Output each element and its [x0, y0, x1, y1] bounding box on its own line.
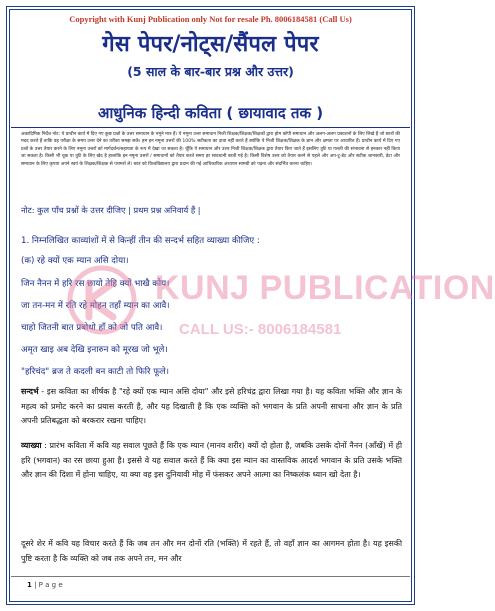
- watermark-phone: CALL US:- 8006184581: [179, 321, 342, 338]
- paragraph-label: व्याख्या: [21, 441, 42, 450]
- page-label: | P a g e: [31, 581, 63, 589]
- page-title: गेस पेपर/नोट्स/सैंपल पेपर: [102, 32, 319, 57]
- copyright-notice: Copyright with Kunj Publication only Not for resale Ph. 8006184581 (Call Us): [69, 14, 352, 24]
- page-footer: [27, 581, 63, 589]
- explanation-paragraph: [21, 439, 402, 483]
- paragraph-text: दूसरे शेर में कवि यह विचार करते हैं कि जब तन और मन दोनों रति (भक्ति) में रहते हैं, तो वहाँ ज्ञान का आगमन होता है। यह इसकी पुष्टि करता है कि व्यक्ति को जब तक अपने तन, मन और: [21, 539, 402, 563]
- watermark-brand: KUNJ PUBLICATION: [155, 269, 495, 307]
- section-divider: [11, 127, 410, 128]
- verse-line: जा तन-मन में रति रहे मोहन तहाँ म्यान का आवै।: [21, 301, 170, 311]
- question-1: 1. निम्नलिखित काव्यांशों में से किन्हीं तीन की सन्दर्भ सहित व्याख्या कीजिए :: [21, 236, 260, 246]
- page-subtitle: (5 साल के बार-बार प्रश्न और उत्तर): [127, 64, 294, 79]
- paragraph-label: सन्दर्भ: [21, 387, 39, 396]
- context-paragraph: [21, 385, 402, 429]
- verse-line: अमृत खाइ अब देखि इनारुन को मूरख जो भूले।: [21, 345, 168, 355]
- verse-line: (क) रहे क्यों एक म्यान असि दोया।: [21, 256, 129, 266]
- section-title: आधुनिक हिन्दी कविता ( छायावाद तक ): [97, 104, 324, 122]
- verse-line: चाहो जितनी बात प्रबोधो हाँ को जो पति आवै।: [21, 323, 163, 333]
- footer-divider: [11, 576, 410, 577]
- paragraph-text: : प्रारंभ कविता में कवि यह सवाल पूछते हैं कि एक म्यान (मानव शरीर) क्यों दो होता है, जबकि उसके दोनों नैनन (आँखें) में ही हरि (भगवान) का रस छाया हुआ है। इससे वे यह सवाल करते हैं कि क्या इस म्यान का वास्तविक आदर्श भगवान के प्रति उसके भक्ति और ज्ञान की दिशा में होना चाहिए, या क्या वह इस दुनियावी मोह में फंसकर अपने आत्मा का निष्कलंक ध्यान खो देता है।: [21, 441, 402, 479]
- paragraph-text: - इस कविता का शीर्षक है "रहे क्यों एक म्यान असि दोया" और इसे हरिचंद्र द्वारा लिखा गया है। यह कविता भक्ति और ज्ञान के महत्व को प्रमोट करने का प्रयास करती है, और यह दिखाती है कि एक व्यक्ति को भगवान के प्रति अपनी साधना और ज्ञान के प्रति अपनी प्रतिबद्धता को बरकरार रखना चाहिए।: [21, 387, 402, 425]
- disclaimer-text: अकादिमिक निर्देश नोट: ये प्राचीन कार्य में दिए गए कुछ प्रश्नों के उत्तर समाधान के नमूने मात्र हैं। ये नमूना उत्तर समाधान निजी शिक्षक/शिक्षक/शिक्षकों द्वारा होम कॉपी समाधान और अलग-अलग प्रकाशनों के लिए लिखे हैं जो छात्रों की मदद करते हैं ताकि वह परीक्षा के समय उत्तर देने का तरीका समझ सकें। हम इन नमूना उत्तरों की 100% सटीकता का दावा नहीं करते हैं क्योंकि ये निजी शिक्षक/शिक्षक के ज्ञान और क्षमता पर आधारित हैं। प्राचीन कार्य में दिए गए प्रश्नों के उत्तर तैयार करने के लिए नमूना उत्तरों को मार्गदर्शन/सहायता के रूप में देखा जा सकता है। चूँकि ये समाधान और उत्तर निजी शिक्षक/शिक्षक द्वारा तैयार किए जाते हैं इसलिए त्रुटि या गलती की संभावना से इनकार नहीं किया जा सकता है। किसी भी चूक या त्रुटि के लिए खेद है हालांकि इन नमूना उत्तरों / समाधानों को तैयार करते समय हर सावधानी बरती गई है। किसी विशेष उत्तर को तैयार करने से पहले और अप-टू-डेट और सटीक जानकारी, डेटा और समाधान के लिए कृपया अपने स्वयं के शिक्षक/शिक्षक से परामर्श लें। छात्र को विश्वविद्यालय द्वारा प्रदान की गई आधिकारिक अध्ययन सामग्री को पढ़ना और संदर्भित करना चाहिए।: [21, 132, 400, 167]
- exam-note: नोट: कुल पाँच प्रश्नों के उत्तर दीजिए | प्रथम प्रश्न अनिवार्य हैं |: [21, 205, 201, 215]
- verse-line: जिन नैनन में हरि रस छायो तेहि क्यों भाखै कोय।: [21, 279, 170, 289]
- page-number: 1: [27, 581, 32, 589]
- continuation-paragraph: [21, 537, 402, 566]
- document-page: [6, 6, 495, 605]
- verse-line: "हरिचंद" ब्रज ते कदली बन काटी तो फिरि फूले।: [21, 367, 169, 377]
